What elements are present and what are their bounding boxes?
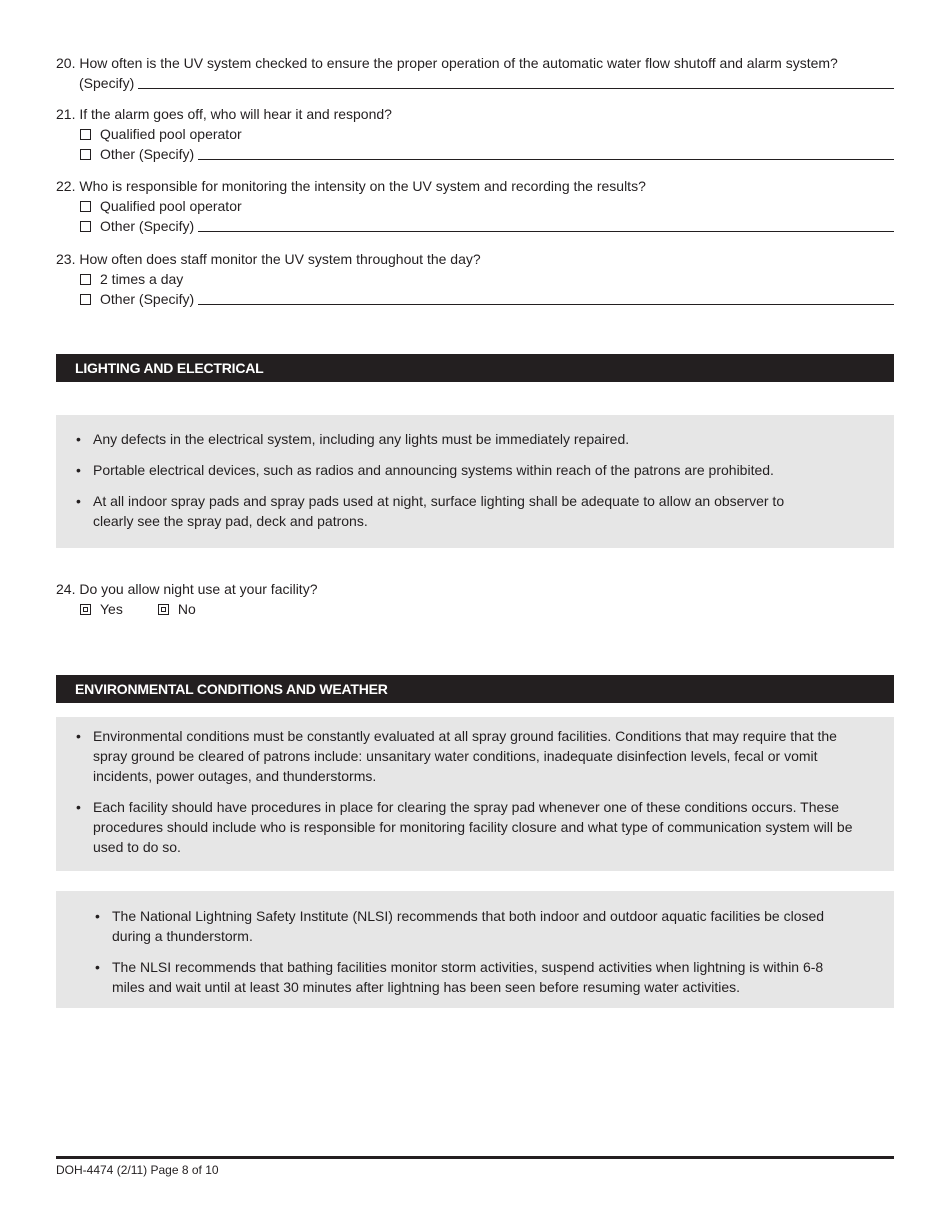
q22-option-other[interactable]	[56, 216, 894, 236]
bullet-item: • Portable electrical devices, such as radios and announcing systems within reach of the patrons are prohibited.	[56, 460, 816, 480]
environment-bullet-list	[56, 726, 856, 857]
q22-specify-field[interactable]	[198, 218, 894, 232]
q22-option-operator[interactable]	[56, 196, 894, 216]
checkbox[interactable]	[80, 221, 91, 232]
checkbox[interactable]	[80, 201, 91, 212]
q20-specify-field[interactable]	[138, 75, 894, 89]
question-number: 23.	[56, 251, 76, 267]
option-label: 2 times a day	[100, 271, 184, 287]
bullet-item: • The NLSI recommends that bathing facilities monitor storm activities, suspend activities when lightning is within 6-8 miles and wait until at least 30 minutes after lightning has been seen before resuming water activities.	[75, 957, 855, 997]
checkbox[interactable]	[80, 149, 91, 160]
environment-info-box	[56, 717, 894, 871]
footer-rule	[56, 1156, 894, 1159]
q24-options	[56, 599, 894, 619]
question-number: 22.	[56, 178, 76, 194]
checkbox[interactable]	[158, 604, 169, 615]
page-footer: DOH-4474 (2/11) Page 8 of 10	[56, 1163, 219, 1177]
question-22	[56, 176, 894, 236]
lightning-bullet-list	[56, 906, 855, 997]
q23-specify-field[interactable]	[198, 291, 894, 305]
option-label: Other (Specify)	[100, 291, 195, 307]
q24-option-no[interactable]	[158, 599, 196, 619]
question-text: Do you allow night use at your facility?	[79, 581, 318, 597]
lighting-info-box	[56, 415, 894, 548]
q23-option-other[interactable]	[56, 289, 894, 309]
q24-option-yes[interactable]	[80, 599, 123, 619]
q21-option-operator[interactable]	[56, 124, 894, 144]
question-24	[56, 579, 894, 619]
option-label: Yes	[100, 601, 123, 617]
question-20-text	[56, 53, 894, 73]
question-24-text	[56, 579, 894, 599]
question-23-text	[56, 249, 894, 269]
question-text: How often is the UV system checked to ensure the proper operation of the automatic water flow shutoff and alarm system?	[79, 55, 838, 71]
option-label: Qualified pool operator	[100, 198, 242, 214]
q23-option-twice[interactable]	[56, 269, 894, 289]
checkbox[interactable]	[80, 129, 91, 140]
option-label: No	[177, 601, 196, 617]
checkbox[interactable]	[80, 604, 91, 615]
question-21-text	[56, 104, 894, 124]
bullet-item: • Each facility should have procedures in place for clearing the spray pad whenever one of these conditions occurs. These procedures should include who is responsible for monitoring facility closure and what type of communication system will be used to do so.	[56, 797, 856, 857]
question-20	[56, 53, 894, 93]
q21-specify-field[interactable]	[198, 146, 894, 160]
lighting-section-header: LIGHTING AND ELECTRICAL	[56, 354, 894, 382]
question-21	[56, 104, 894, 164]
bullet-item: • At all indoor spray pads and spray pads used at night, surface lighting shall be adequate to allow an observer to clearly see the spray pad, deck and patrons.	[56, 491, 816, 531]
environment-section-header: ENVIRONMENTAL CONDITIONS AND WEATHER	[56, 675, 894, 703]
question-text: If the alarm goes off, who will hear it and respond?	[79, 106, 392, 122]
checkbox[interactable]	[80, 294, 91, 305]
lighting-bullet-list	[56, 429, 816, 531]
question-number: 21.	[56, 106, 76, 122]
bullet-item: • The National Lightning Safety Institute (NLSI) recommends that both indoor and outdoor aquatic facilities be closed during a thunderstorm.	[75, 906, 855, 946]
q20-specify-row	[56, 73, 894, 93]
question-number: 20.	[56, 55, 76, 71]
specify-label: (Specify)	[79, 75, 135, 91]
checkbox[interactable]	[80, 274, 91, 285]
option-label: Other (Specify)	[100, 146, 195, 162]
q21-option-other[interactable]	[56, 144, 894, 164]
option-label: Other (Specify)	[100, 218, 195, 234]
question-23	[56, 249, 894, 309]
question-number: 24.	[56, 581, 76, 597]
bullet-item: • Any defects in the electrical system, including any lights must be immediately repaired.	[56, 429, 816, 449]
lightning-info-box	[56, 891, 894, 1008]
question-text: How often does staff monitor the UV system throughout the day?	[79, 251, 481, 267]
question-22-text	[56, 176, 894, 196]
option-label: Qualified pool operator	[100, 126, 242, 142]
bullet-item: • Environmental conditions must be constantly evaluated at all spray ground facilities. Conditions that may require that the spray ground be cleared of patrons include: unsanitary water conditions, inadequate disinfection levels, fecal or vomit incidents, power outages, and thunderstorms.	[56, 726, 856, 786]
question-text: Who is responsible for monitoring the intensity on the UV system and recording the results?	[79, 178, 646, 194]
